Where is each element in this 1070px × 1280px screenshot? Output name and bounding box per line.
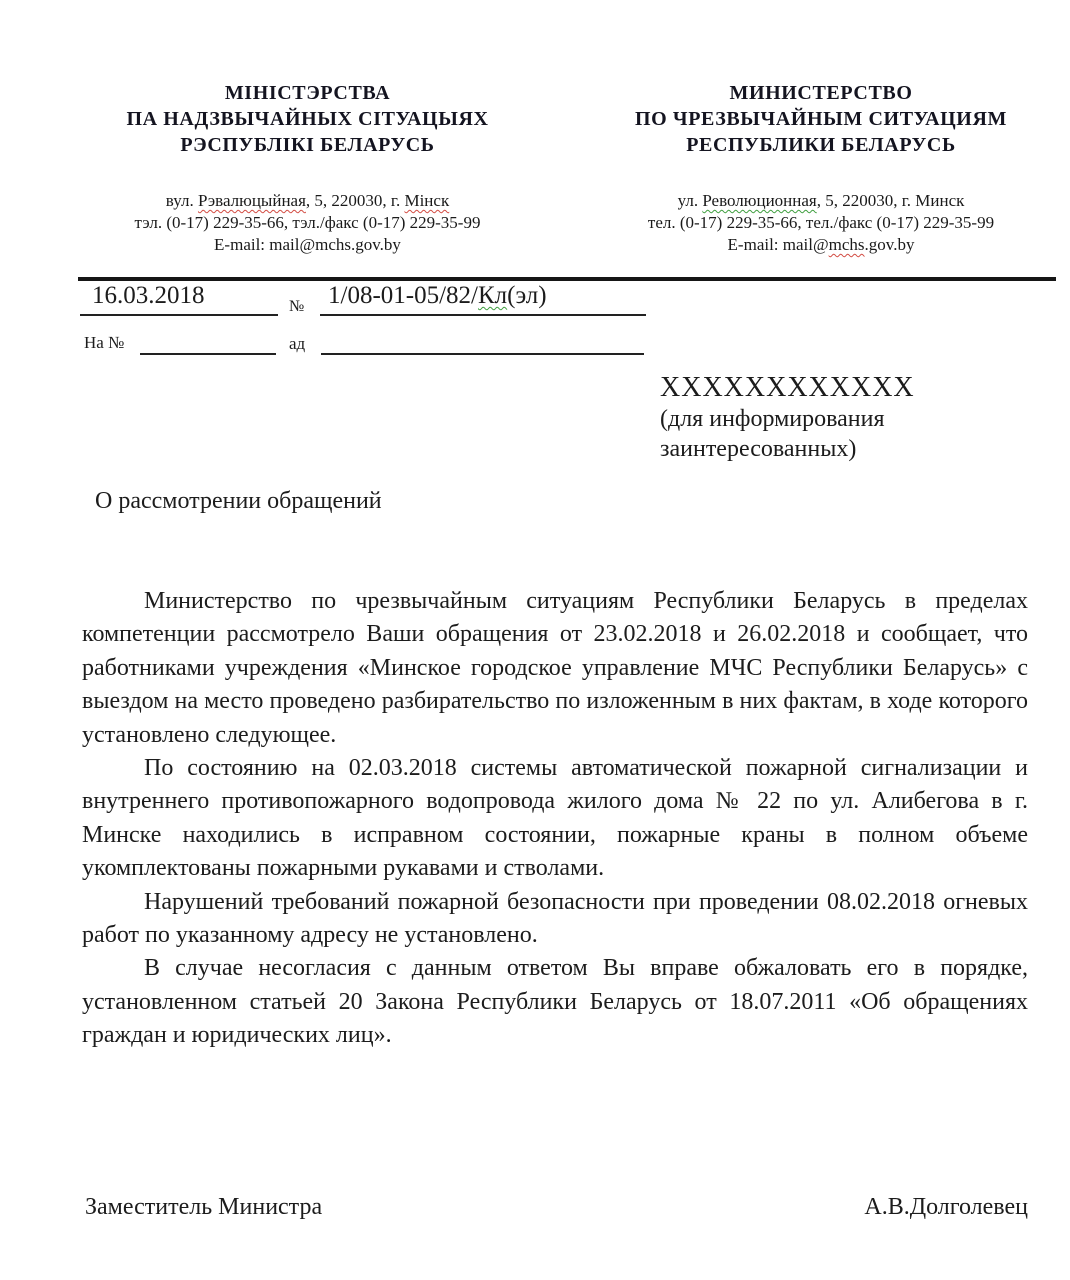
ministry-title-by-line2: ПА НАДЗВЫЧАЙНЫХ СІТУАЦЫЯХ xyxy=(126,108,489,130)
body-paragraph-2: По состоянию на 02.03.2018 системы автоматической пожарной сигнализации и внутреннего противопожарного водопровода жилого дома № 22 по ул. Алибегова в г. Минске находились в исправном состоянии, пожарные краны в полном объеме укомплектованы пожарными рукавами и стволами. xyxy=(82,755,1028,882)
email-suffix-ru: .gov.by xyxy=(864,235,915,254)
address-mid-ru: , 5, 220030, г. Минск xyxy=(816,191,965,210)
email-line-ru xyxy=(588,234,1054,256)
email-domain-ru: mchs xyxy=(828,235,865,254)
phone-line-ru: тел. (0-17) 229-35-66, тел./факс (0-17) 229-35-99 xyxy=(647,213,995,232)
outgoing-date-field: 16.03.2018 xyxy=(80,282,278,316)
address-block-by xyxy=(80,190,535,256)
address-mid-by: , 5, 220030, г. xyxy=(305,191,405,210)
recipient-block xyxy=(660,372,915,464)
letter-subject: О рассмотрении обращений xyxy=(95,488,382,514)
recipient-note-line1: (для информирования xyxy=(660,406,885,432)
address-prefix-by: вул. xyxy=(165,191,198,210)
address-prefix-ru: ул. xyxy=(677,191,703,210)
address-line-by xyxy=(80,190,535,212)
recipient-redacted-name: XXXXXXXXXXXX xyxy=(660,372,915,403)
address-line-ru xyxy=(588,190,1054,212)
ministry-title-ru xyxy=(588,80,1054,158)
ministry-title-ru-line3: РЕСПУБЛИКИ БЕЛАРУСЬ xyxy=(686,134,956,156)
address-block-ru xyxy=(588,190,1054,256)
outgoing-number-marked: Кл xyxy=(478,282,508,309)
ministry-title-ru-line2: ПО ЧРЕЗВЫЧАЙНЫМ СИТУАЦИЯМ xyxy=(635,108,1007,130)
phone-line-by: тэл. (0-17) 229-35-66, тэл./факс (0-17) 229-35-99 xyxy=(134,213,481,232)
ministry-title-by-line3: РЭСПУБЛІКІ БЕЛАРУСЬ xyxy=(180,134,435,156)
body-paragraph-1: Министерство по чрезвычайным ситуациям Республики Беларусь в пределах компетенции рассмотрело Ваши обращения от 23.02.2018 и 26.02.2018 и сообщает, что работниками учреждения «Минское городское управление МЧС Республики Беларусь» с выездом на место проведено разбирательство по изложенным в них фактам, в ходе которого установлено следующее. xyxy=(82,588,1028,748)
number-sign-label: № xyxy=(289,298,305,315)
ministry-title-ru-line1: МИНИСТЕРСТВО xyxy=(729,82,913,104)
signatory-position: Заместитель Министра xyxy=(85,1194,323,1220)
letterhead-belarusian-column xyxy=(80,80,535,256)
reply-to-number-label: На № xyxy=(84,333,125,352)
email-prefix-ru: E-mail: mail@ xyxy=(727,235,829,254)
outgoing-number-suffix: (эл) xyxy=(507,282,547,309)
street-name-ru: Революционная xyxy=(702,191,817,210)
city-name-by: Мінск xyxy=(404,191,450,210)
letterhead-divider-rule xyxy=(78,277,1056,281)
ministry-title-by xyxy=(80,80,535,158)
outgoing-number-field xyxy=(320,282,646,316)
letterhead-russian-column xyxy=(588,80,1054,256)
reply-from-label: ад xyxy=(289,334,306,353)
letter-body xyxy=(82,585,1028,1053)
recipient-note-line2: заинтересованных) xyxy=(660,436,857,462)
body-paragraph-4: В случае несогласия с данным ответом Вы вправе обжаловать его в порядке, установленном статьей 20 Закона Республики Беларусь от 18.07.2011 «Об обращениях граждан и юридических лиц». xyxy=(82,955,1028,1049)
signature-row xyxy=(85,1194,1028,1221)
outgoing-number-prefix: 1/08-01-05/82/ xyxy=(328,282,478,309)
street-name-by: Рэвалюцыйная xyxy=(197,191,306,210)
reply-number-blank-line xyxy=(140,334,276,355)
email-line-by: E-mail: mail@mchs.gov.by xyxy=(214,235,401,254)
ministry-title-by-line1: МІНІСТЭРСТВА xyxy=(224,82,391,104)
signatory-name: А.В.Долголевец xyxy=(864,1194,1028,1220)
body-paragraph-3: Нарушений требований пожарной безопасности при проведении 08.02.2018 огневых работ по указанному адресу не установлено. xyxy=(82,888,1028,949)
reply-date-blank-line xyxy=(321,334,644,355)
